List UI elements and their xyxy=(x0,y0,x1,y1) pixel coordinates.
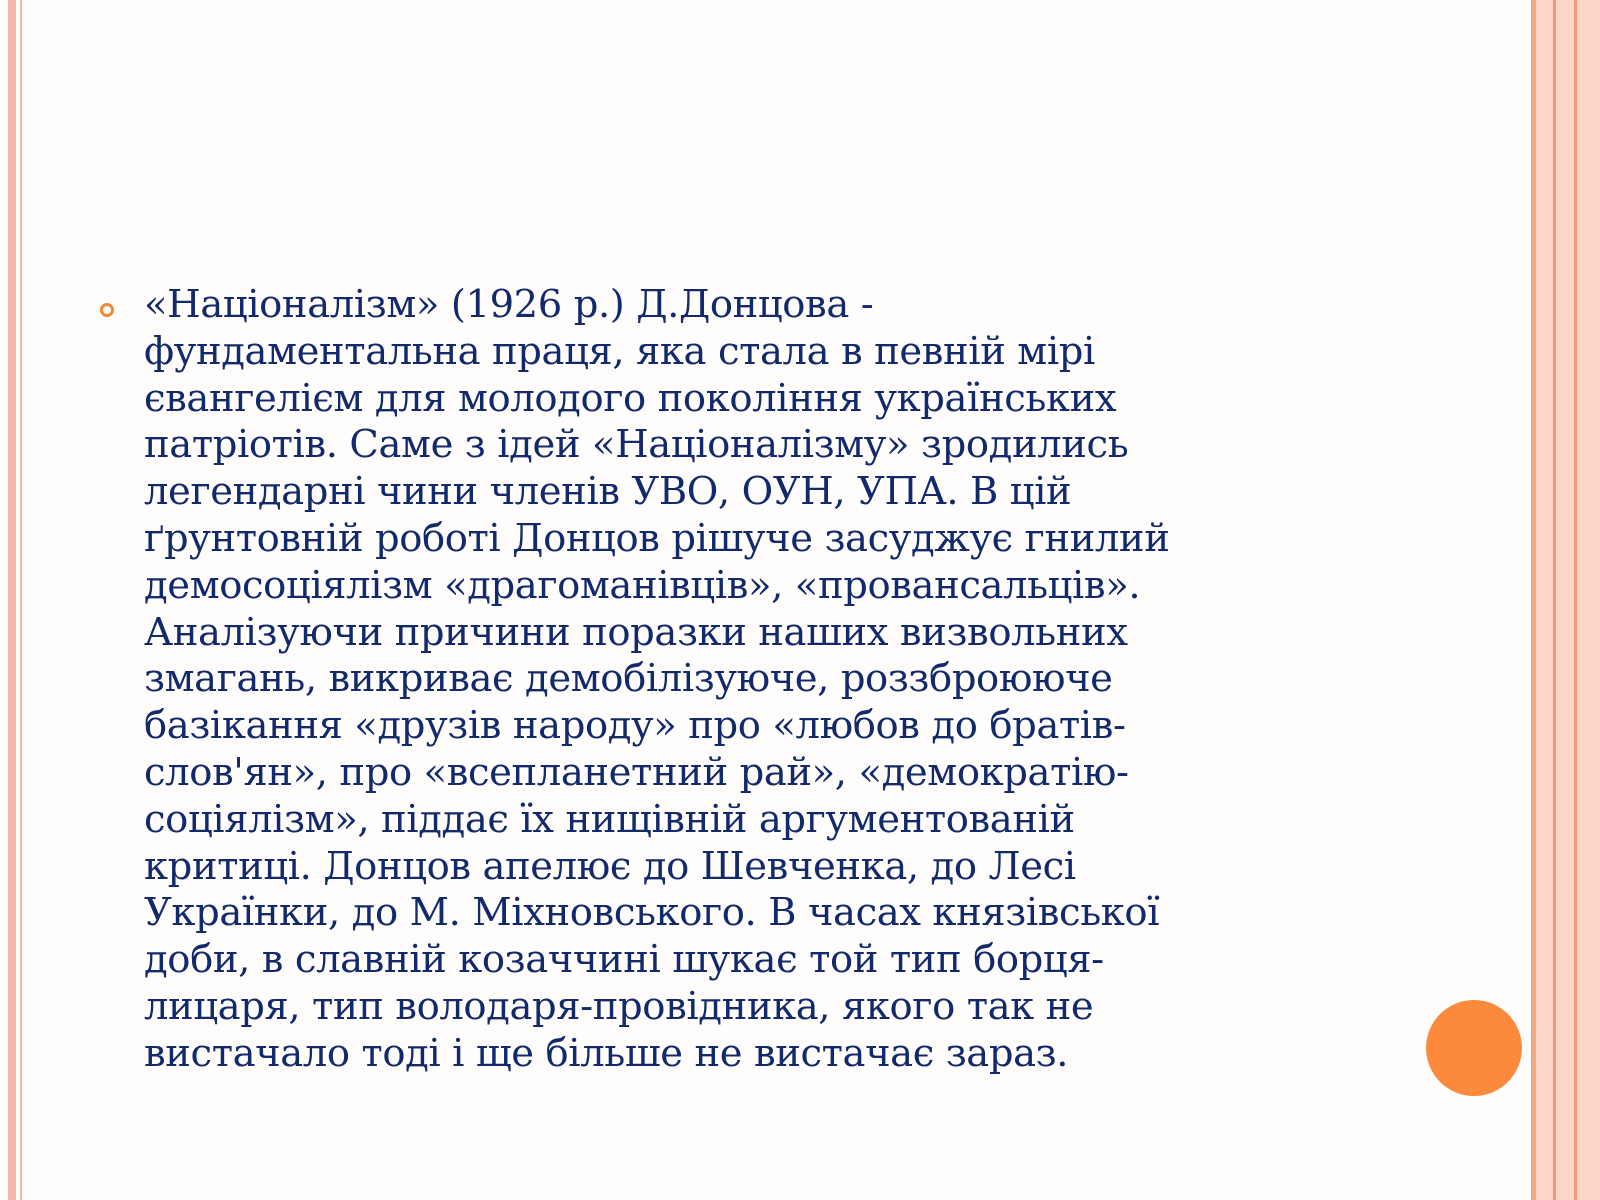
paragraph-line: євангелієм для молодого покоління українських xyxy=(144,375,1117,421)
body-paragraph xyxy=(144,282,1384,1078)
paragraph-line: слов'ян», про «всепланетний рай», «демократію- xyxy=(144,749,1129,795)
paragraph-line: Аналізуючи причини поразки наших визвольних xyxy=(144,609,1128,655)
right-band-stripe xyxy=(1531,0,1536,1200)
paragraph-line: змагань, викриває демобілізуюче, роззброююче xyxy=(144,656,1113,702)
paragraph-line: Українки, до М. Міхновського. В часах князівської xyxy=(144,890,1160,936)
paragraph-line: доби, в славній козаччині шукає той тип борця- xyxy=(144,937,1104,983)
right-band-stripe xyxy=(1574,0,1577,1200)
right-decorative-band xyxy=(1531,0,1600,1200)
paragraph-line: лицаря, тип володаря-провідника, якого так не xyxy=(144,983,1094,1029)
paragraph-line: вистачало тоді і ще більше не вистачає зараз. xyxy=(144,1030,1069,1076)
paragraph-line: критиці. Донцов апелює до Шевченка, до Лесі xyxy=(144,843,1076,889)
paragraph-line: соціялізм», піддає їх нищівній аргументованій xyxy=(144,796,1075,842)
left-border-thin-stripe xyxy=(20,0,22,1200)
paragraph-line: «Націоналізм» (1926 р.) Д.Донцова - xyxy=(144,282,874,327)
paragraph-line: фундаментальна праця, яка стала в певній мірі xyxy=(144,328,1095,374)
paragraph-line: базікання «друзів народу» про «любов до братів- xyxy=(144,703,1126,749)
right-band-stripe xyxy=(1553,0,1556,1200)
paragraph-line: патріотів. Саме з ідей «Націоналізму» зродились xyxy=(144,422,1129,468)
orange-circle-decoration xyxy=(1426,1000,1522,1096)
paragraph-line: ґрунтовній роботі Донцов рішуче засуджує гнилий xyxy=(144,515,1170,561)
paragraph-line: демосоціялізм «драгоманівців», «провансальців». xyxy=(144,562,1141,608)
bullet-icon xyxy=(100,303,114,317)
left-border-stripe xyxy=(8,0,16,1200)
paragraph-line: легендарні чини членів УВО, ОУН, УПА. В цій xyxy=(144,469,1072,515)
